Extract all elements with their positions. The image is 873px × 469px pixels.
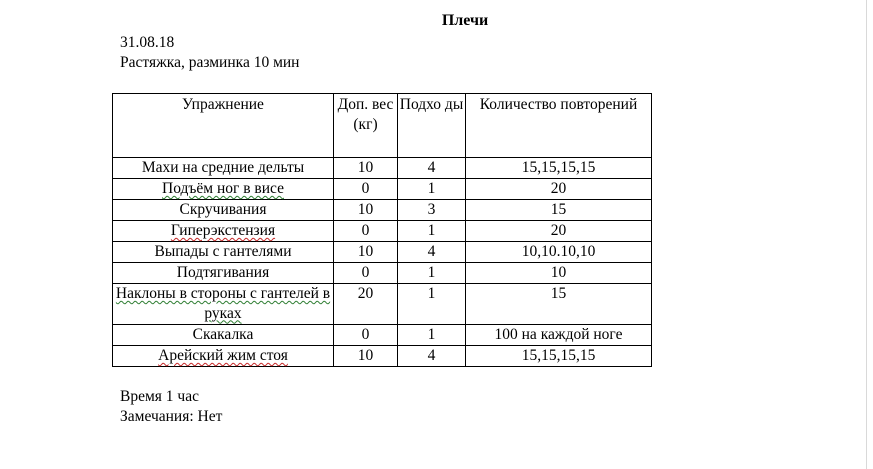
cell-sets: 3 (398, 200, 466, 221)
cell-sets: 1 (398, 263, 466, 284)
header-exercise-label: Упражнение (182, 96, 264, 113)
table-row (113, 242, 652, 263)
cell-weight: 10 (334, 242, 398, 263)
cell-weight: 0 (334, 325, 398, 346)
page-title: Плечи (441, 12, 489, 29)
cell-reps: 10,10.10,10 (466, 242, 652, 263)
cell-reps: 10 (466, 263, 652, 284)
workout-notes: Замечания: Нет (120, 408, 223, 425)
cell-exercise-text: Арейский жим стоя (158, 347, 288, 364)
cell-weight: 10 (334, 158, 398, 179)
header-weight-label: Доп. вес (кг) (337, 96, 394, 133)
cell-sets: 1 (398, 221, 466, 242)
cell-weight: 20 (334, 284, 398, 325)
table-row (113, 325, 652, 346)
cell-exercise: Выпады с гантелями (113, 242, 334, 263)
cell-sets: 4 (398, 158, 466, 179)
header-sets-label: Подхо ды (399, 96, 464, 113)
workout-duration: Время 1 час (120, 388, 199, 405)
cell-exercise (113, 346, 334, 367)
cell-exercise (113, 221, 334, 242)
cell-sets: 4 (398, 242, 466, 263)
cell-exercise: Скручивания (113, 200, 334, 221)
cell-reps: 15 (466, 284, 652, 325)
table-row (113, 179, 652, 200)
cell-reps: 15 (466, 200, 652, 221)
cell-reps: 15,15,15,15 (466, 346, 652, 367)
page-edge (866, 0, 867, 469)
warmup-note: Растяжка, разминка 10 мин (120, 54, 300, 71)
cell-reps: 15,15,15,15 (466, 158, 652, 179)
cell-sets: 1 (398, 179, 466, 200)
cell-weight: 0 (334, 263, 398, 284)
header-exercise (113, 94, 334, 158)
cell-reps: 100 на каждой ноге (466, 325, 652, 346)
cell-weight: 10 (334, 200, 398, 221)
header-reps (466, 94, 652, 158)
cell-reps: 20 (466, 179, 652, 200)
table-header-row (113, 94, 652, 158)
cell-weight: 0 (334, 221, 398, 242)
table-row (113, 284, 652, 325)
cell-exercise: Подтягивания (113, 263, 334, 284)
cell-exercise (113, 284, 334, 325)
table-row (113, 200, 652, 221)
header-reps-label: Количество повторений (479, 96, 638, 113)
exercise-table (112, 93, 652, 367)
table-row (113, 221, 652, 242)
cell-exercise-text: Гиперэкстензия (170, 222, 276, 239)
cell-sets: 4 (398, 346, 466, 367)
cell-exercise-text: Наклоны в стороны с гантелей в руках (115, 285, 331, 322)
cell-exercise: Скакалка (113, 325, 334, 346)
cell-exercise (113, 179, 334, 200)
header-weight (334, 94, 398, 158)
table-row (113, 346, 652, 367)
table-row (113, 263, 652, 284)
cell-reps: 20 (466, 221, 652, 242)
cell-weight: 10 (334, 346, 398, 367)
cell-sets: 1 (398, 284, 466, 325)
workout-date: 31.08.18 (120, 34, 175, 51)
header-sets (398, 94, 466, 158)
cell-exercise: Махи на средние дельты (113, 158, 334, 179)
table-row (113, 158, 652, 179)
cell-sets: 1 (398, 325, 466, 346)
cell-exercise-text: Подъём ног в висе (162, 180, 284, 197)
cell-weight: 0 (334, 179, 398, 200)
